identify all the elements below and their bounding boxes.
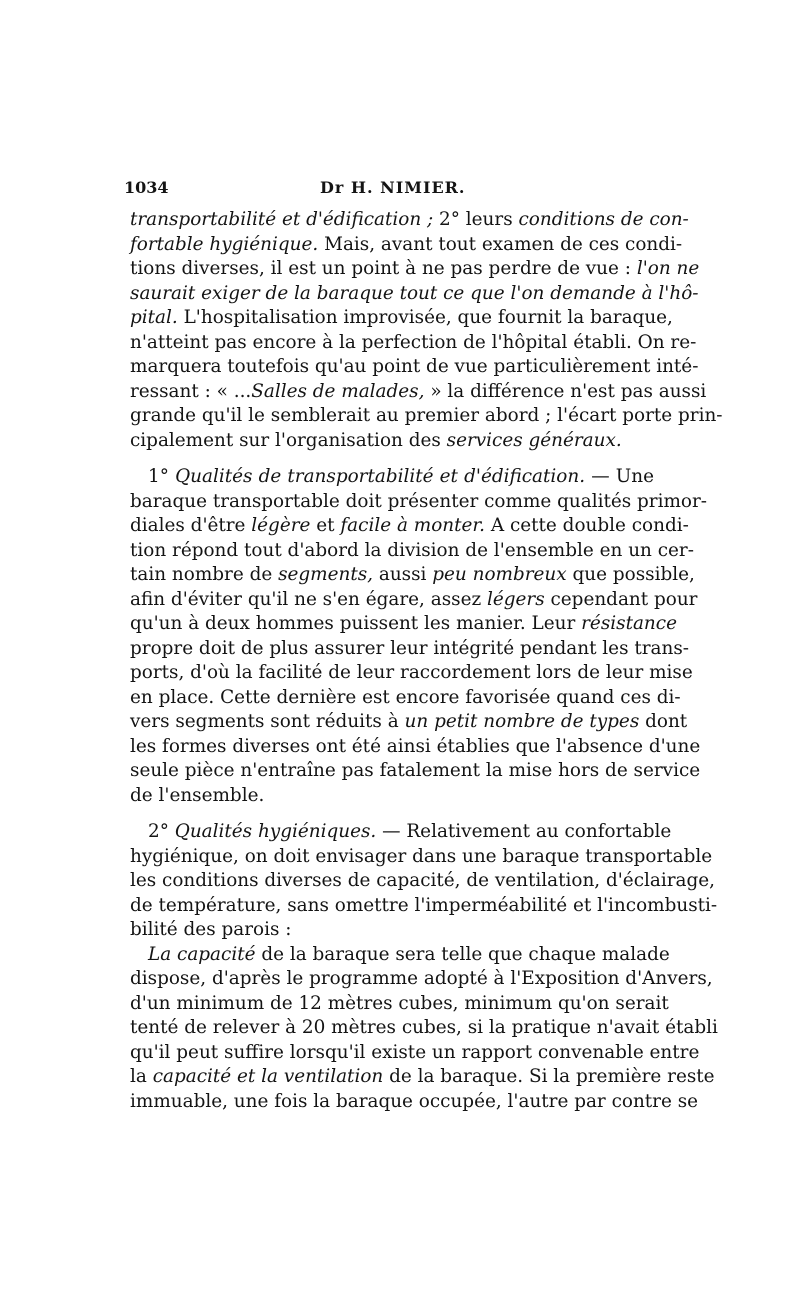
text-line [130,282,699,307]
text-run: — Une [585,466,654,487]
paragraph-capacite [130,943,718,1115]
text-line [130,465,654,490]
text-run: dont [639,711,688,732]
text-run: les conditions diverses de capacité, de ventilation, d'éclairage, [130,870,715,891]
text-run: Mais, avant tout examen de ces condi- [318,233,683,255]
italic-text: pital. [130,307,178,328]
text-line [130,1041,700,1066]
italic-text: segments, [278,564,374,585]
text-run: dispose, d'après le programme adopté à l'Exposition d'Anvers, [130,968,713,989]
text-run: en place. Cette dernière est encore favorisée quand ces di- [130,686,681,708]
italic-text: transportabilité et d'édification ; [130,209,434,230]
text-run: vers segments sont réduits à [130,711,405,732]
text-run: que possible, [566,564,695,585]
text-line [130,784,654,809]
text-run: immuable, une fois la baraque occupée, l'autre par contre se [130,1090,699,1112]
italic-text: Qualités de transportabilité et d'édification. [175,466,586,487]
text-run: propre doit de plus assurer leur intégrité pendant les trans- [130,637,689,659]
italic-text: conditions de con- [518,209,689,230]
text-line [130,943,670,968]
text-line [130,735,701,760]
text-run: baraque transportable doit présenter comme qualités primor- [130,490,707,512]
italic-text: services généraux. [446,429,622,451]
paragraph-hygiene [130,820,718,943]
text-line [130,967,713,992]
text-line [130,820,672,845]
text-line [130,306,673,331]
text-run: 1° [148,466,176,487]
text-line [130,1016,718,1041]
text-line [130,355,699,380]
page-header [124,174,654,200]
italic-text: saurait exiger de la baraque tout ce que l'on demande à l'hô- [130,282,699,304]
text-line [130,331,697,356]
page-number: 1034 [124,178,169,197]
text-line [130,894,718,919]
text-line [130,992,669,1017]
text-run: la [130,1066,153,1087]
text-line [130,429,654,454]
paragraph-intro [130,208,723,453]
text-run: A cette double condi- [485,515,689,536]
text-run: et [310,515,341,536]
text-run: de température, sans omettre l'imperméabilité et l'incombusti- [130,894,718,916]
text-line [130,514,689,539]
text-run: tion répond tout d'abord la division de l'ensemble en un cer- [130,539,694,561]
text-run: — Relativement au confortable [376,821,672,842]
running-head: Dr H. NIMIER. [320,178,466,197]
text-run: afin d'éviter qu'il ne s'en égare, assez [130,588,487,610]
text-run: marquera toutefois qu'au point de vue particulièrement inté- [130,356,699,377]
italic-text: résistance [581,613,677,634]
text-line [130,637,689,662]
text-run: d'un minimum de 12 mètres cubes, minimum qu'on serait [130,992,669,1014]
text-run: diales d'être [130,515,252,536]
italic-text: Salles de malades, [251,380,425,402]
text-run: aussi [373,564,433,585]
text-line [130,208,689,233]
text-line [130,661,693,686]
text-line [130,257,700,282]
text-run: ressant : « ... [130,380,252,402]
text-line [130,1065,715,1090]
text-run: hygiénique, on doit envisager dans une baraque transportable [130,845,713,867]
text-run: de la baraque. Si la première reste [383,1066,715,1087]
text-line [130,380,707,405]
text-line [130,404,723,429]
text-line [130,845,713,870]
italic-text: capacité et la ventilation [152,1066,384,1087]
text-line [130,563,695,588]
text-run: 2° [148,821,175,842]
text-line [130,759,701,784]
text-line [130,612,677,637]
text-run: » la différence n'est pas aussi [424,380,707,402]
text-line [130,869,715,894]
text-line [130,539,694,564]
text-run: qu'il peut suffire lorsqu'il existe un rapport convenable entre [130,1041,700,1063]
text-run: 2° leurs [433,209,519,230]
text-run: n'atteint pas encore à la perfection de l'hôpital établi. On re- [130,331,697,353]
paragraph-transportabilite [130,465,707,808]
italic-text: fortable hygiénique. [130,233,319,255]
body-text [130,208,723,1114]
text-line [130,918,654,943]
text-run: qu'un à deux hommes puissent les manier. Leur [130,613,582,634]
text-run: seule pièce n'entraîne pas fatalement la mise hors de service [130,760,701,781]
italic-text: peu nombreux [432,564,567,585]
italic-text: légers [486,588,545,610]
text-run: L'hospitalisation improvisée, que fournit la baraque, [177,307,673,328]
text-line [130,1090,699,1115]
text-run: de l'ensemble. [130,784,265,806]
text-run: grande qu'il le semblerait au premier abord ; l'écart porte prin- [130,405,723,426]
italic-text: facile à monter. [340,515,485,536]
italic-text: un petit nombre de types [404,711,640,732]
text-run: cependant pour [544,588,698,610]
italic-text: légère [251,515,311,536]
text-run: tenté de relever à 20 mètres cubes, si la pratique n'avait établi [130,1017,718,1038]
text-line [130,710,688,735]
text-run: cipalement sur l'organisation des [130,429,447,451]
text-line [130,233,683,258]
italic-text: l'on ne [636,258,700,279]
text-run: de la baraque sera telle que chaque malade [255,943,670,965]
text-line [130,588,698,613]
text-line [130,686,681,711]
text-line [130,490,707,515]
text-run: tain nombre de [130,564,279,585]
text-run: ports, d'où la facilité de leur raccordement lors de leur mise [130,662,693,683]
italic-text: La capacité [148,943,256,965]
italic-text: Qualités hygiéniques. [174,821,377,842]
text-run: bilité des parois : [130,919,292,940]
text-run: les formes diverses ont été ainsi établies que l'absence d'une [130,735,701,757]
text-run: tions diverses, il est un point à ne pas perdre de vue : [130,258,637,279]
